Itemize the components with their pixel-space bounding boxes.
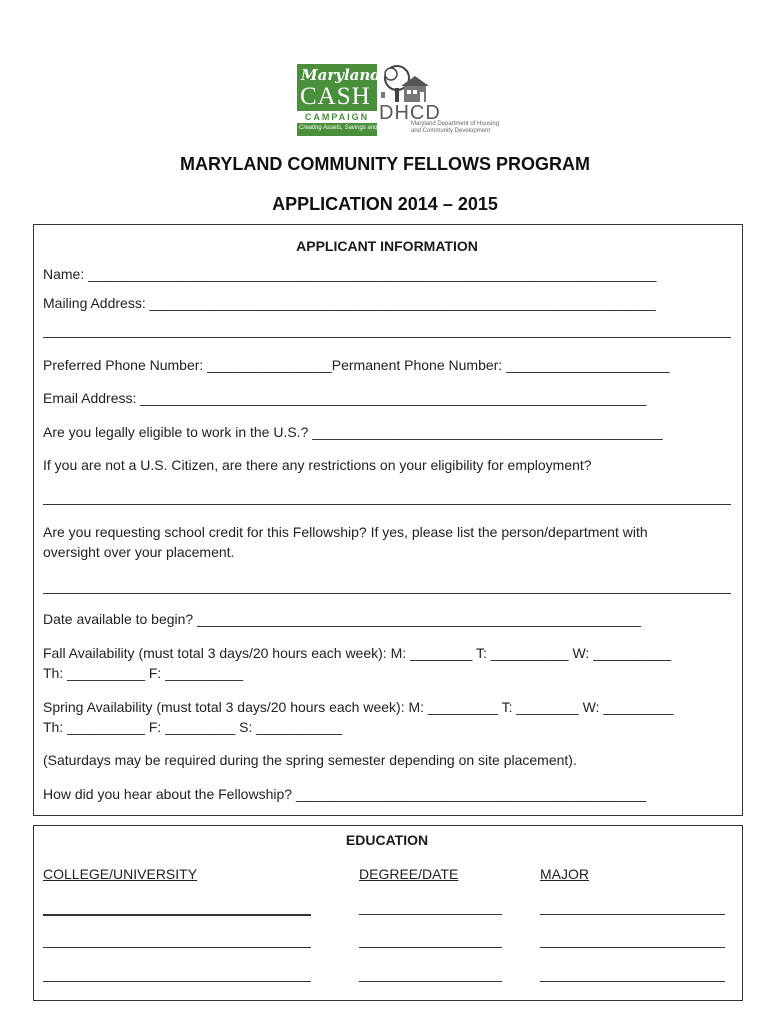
logo [297, 64, 500, 140]
college-university-column-header: COLLEGE/UNIVERSITY [43, 866, 198, 882]
page-title: MARYLAND COMMUNITY FELLOWS PROGRAM [180, 154, 590, 174]
citizenship-restrictions-question: If you are not a U.S. Citizen, are there any restrictions on your eligibility for employment? [43, 457, 592, 473]
work-eligibility-field[interactable]: Are you legally eligible to work in the U.S.? _____________________________________________ [43, 424, 663, 440]
referral-source-field[interactable]: How did you hear about the Fellowship? _____________________________________________ [43, 786, 647, 802]
logo-cash-text: CASH [300, 83, 371, 110]
major-column-header: MAJOR [540, 866, 589, 882]
school-credit-question: Are you requesting school credit for this Fellowship? If yes, please list the person/department with [43, 524, 648, 540]
fall-availability-fields[interactable]: Fall Availability (must total 3 days/20 hours each week): M: ________ T: __________ W: __________ [43, 645, 672, 661]
logo-dhcd-subtitle [411, 121, 499, 135]
logo-maryland-text: Maryland [301, 66, 381, 84]
logo-campaign-text: CAMPAIGN [297, 111, 377, 123]
phone-number-fields[interactable]: Preferred Phone Number: ________________Permanent Phone Number: _____________________ [43, 357, 670, 373]
degree-date-row-3[interactable] [359, 981, 502, 982]
mailing-address-field[interactable]: Mailing Address: _________________________________________________________________ [43, 295, 656, 311]
major-row-3[interactable] [540, 981, 725, 982]
major-row-1[interactable] [540, 914, 725, 915]
education-section [33, 825, 743, 1001]
logo-dhcd-sub-line: and Community Development [411, 128, 491, 134]
maryland-cash-campaign-logo [297, 64, 394, 136]
degree-date-row-2[interactable] [359, 947, 502, 948]
logo-tagline: Creating Assets, Savings and Hope [299, 125, 394, 131]
logo-dhcd-sub-line: Maryland Department of Housing [411, 121, 500, 127]
house-tree-icon [377, 64, 475, 104]
dhcd-logo [377, 64, 500, 140]
degree-date-column-header: DEGREE/DATE [359, 866, 459, 882]
school-credit-question-cont: oversight over your placement. [43, 544, 235, 560]
major-row-2[interactable] [540, 947, 725, 948]
start-date-field[interactable]: Date available to begin? _________________________________________________________ [43, 611, 641, 627]
college-university-row-2[interactable] [43, 947, 311, 948]
spring-availability-fields[interactable]: Spring Availability (must total 3 days/20 hours each week): M: _________ T: ________ W: _________ [43, 699, 674, 715]
saturdays-note: (Saturdays may be required during the spring semester depending on site placement). [43, 752, 577, 768]
school-credit-answer-line[interactable] [43, 593, 731, 594]
logo-dhcd-text: DHCD [379, 102, 441, 124]
degree-date-row-1[interactable] [359, 914, 502, 915]
college-university-row-1[interactable] [43, 914, 311, 916]
spring-availability-fields-cont[interactable]: Th: __________ F: _________ S: ___________ [43, 719, 342, 735]
mailing-address-line-2[interactable] [43, 337, 731, 338]
applicant-information-heading: APPLICANT INFORMATION [296, 238, 478, 254]
name-field[interactable]: Name: _________________________________________________________________________ [43, 266, 657, 282]
email-address-field[interactable]: Email Address: _________________________________________________________________ [43, 390, 647, 406]
education-heading: EDUCATION [345, 832, 429, 848]
citizenship-restrictions-answer-line[interactable] [43, 504, 731, 505]
fall-availability-fields-cont[interactable]: Th: __________ F: __________ [43, 665, 244, 681]
college-university-row-3[interactable] [43, 981, 311, 982]
page-subtitle: APPLICATION 2014 – 2015 [272, 194, 498, 214]
